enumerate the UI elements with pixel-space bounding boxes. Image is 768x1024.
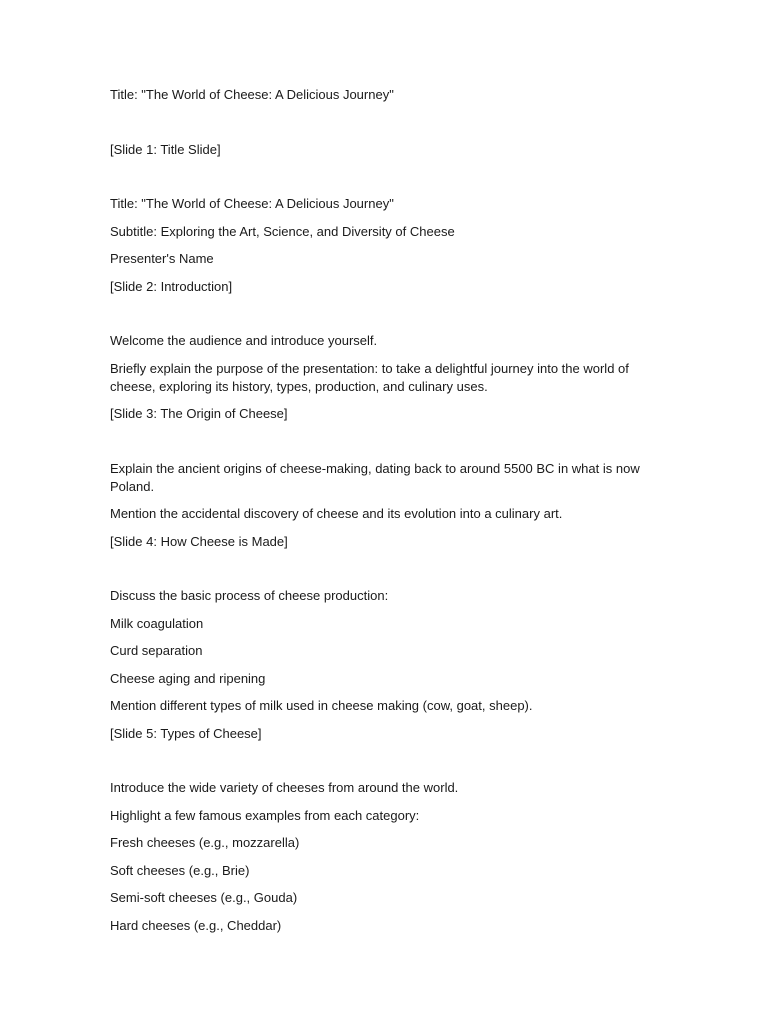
paragraph-highlight-examples: Highlight a few famous examples from each category: xyxy=(110,807,420,823)
paragraph-milk-coagulation: Milk coagulation xyxy=(110,615,204,631)
paragraph-semi-soft-cheeses: Semi-soft cheeses (e.g., Gouda) xyxy=(110,890,298,905)
paragraph-aging-ripening: Cheese aging and ripening xyxy=(110,670,266,686)
paragraph-slide-5-heading: [Slide 5: Types of Cheese] xyxy=(110,725,262,741)
paragraph-curd-separation: Curd separation xyxy=(110,643,203,658)
paragraph-purpose: Briefly explain the purpose of the presentation: to take a delightful journey into the world of cheese, exploring its history, types, production, and culinary uses. xyxy=(110,360,629,394)
paragraph-milk-types: Mention different types of milk used in cheese making (cow, goat, sheep). xyxy=(110,698,533,713)
paragraph-fresh-cheeses: Fresh cheeses (e.g., mozzarella) xyxy=(110,835,300,850)
paragraph-hard-cheeses: Hard cheeses (e.g., Cheddar) xyxy=(110,917,282,933)
paragraph-soft-cheeses: Soft cheeses (e.g., Brie) xyxy=(110,862,250,878)
paragraph-slide-3-heading: [Slide 3: The Origin of Cheese] xyxy=(110,406,288,421)
document-body xyxy=(110,86,655,935)
paragraph-discovery: Mention the accidental discovery of cheese and its evolution into a culinary art. xyxy=(110,506,563,521)
paragraph-variety: Introduce the wide variety of cheeses from around the world. xyxy=(110,780,459,795)
paragraph-welcome: Welcome the audience and introduce yourself. xyxy=(110,333,378,348)
paragraph-title: Title: "The World of Cheese: A Delicious Journey" xyxy=(110,87,394,102)
paragraph-slide-1-heading: [Slide 1: Title Slide] xyxy=(110,141,221,157)
paragraph-slide-1-title: Title: "The World of Cheese: A Delicious Journey" xyxy=(110,196,394,211)
paragraph-slide-4-heading: [Slide 4: How Cheese is Made] xyxy=(110,533,288,549)
paragraph-slide-2-heading: [Slide 2: Introduction] xyxy=(110,278,233,294)
paragraph-origins: Explain the ancient origins of cheese-making, dating back to around 5500 BC in what is now Poland. xyxy=(110,460,640,494)
paragraph-presenter-name: Presenter's Name xyxy=(110,251,214,266)
paragraph-production-process: Discuss the basic process of cheese production: xyxy=(110,588,389,603)
paragraph-slide-1-subtitle: Subtitle: Exploring the Art, Science, and Diversity of Cheese xyxy=(110,223,455,239)
